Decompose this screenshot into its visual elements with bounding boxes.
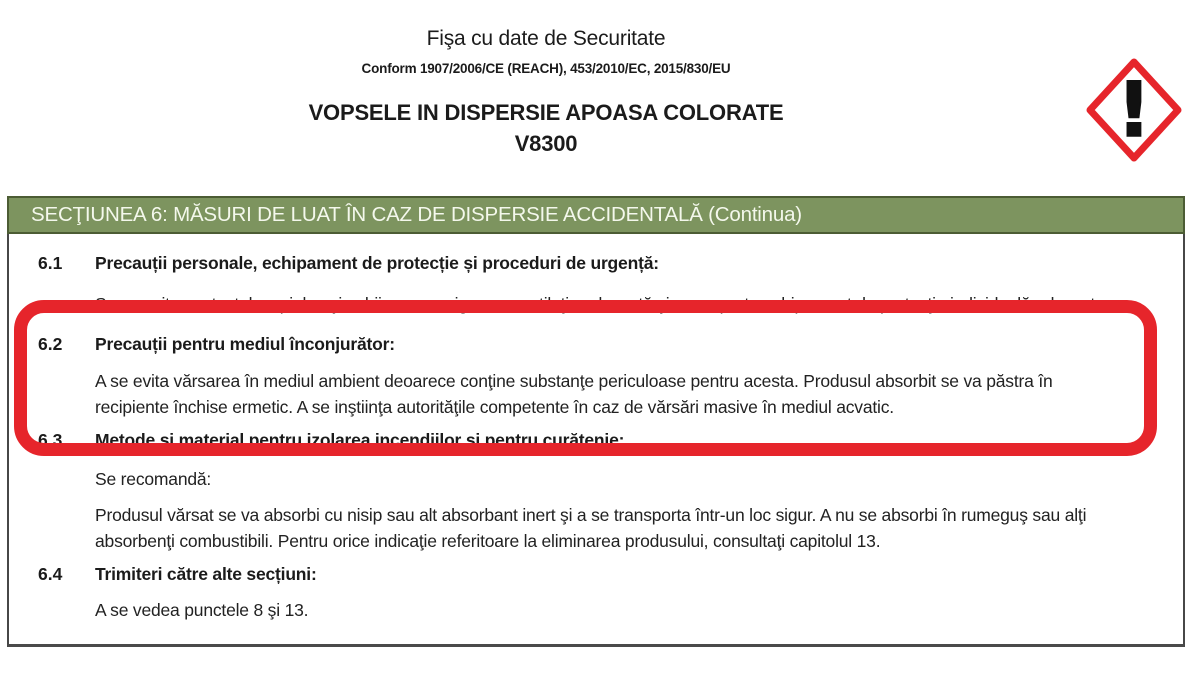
section-6-1-heading: Precauții personale, echipament de protecție și proceduri de urgență: <box>95 253 659 273</box>
section-6-4-number: 6.4 <box>38 564 63 584</box>
section-6-3-paragraph-line: Produsul vărsat se va absorbi cu nisip sau alt absorbant inert şi a se transporta într-un loc sigur. A nu se absorbi în rumeguş sau alţi <box>95 505 1087 525</box>
section-6-1-obscured-line: Se va evita contactul cu pielea şi ochii, se va asigura o ventilaţie adecvată şi se va purta echipament de protecţie individuală adecvat <box>95 294 1095 314</box>
section-6-2-paragraph-line: recipiente închise ermetic. A se inştiinţa autorităţile competente în caz de vărsări masive în mediul acvatic. <box>95 397 894 417</box>
section-6-3-number: 6.3 <box>38 430 63 450</box>
product-title: VOPSELE IN DISPERSIE APOASA COLORATE <box>308 100 784 125</box>
section-6-4-paragraph-line: A se vedea punctele 8 şi 13. <box>95 600 309 620</box>
section-6-2-paragraph-line: A se evita vărsarea în mediul ambient deoarece conţine substanţe periculoase pentru acesta. Produsul absorbit se va păstra în <box>95 371 1053 391</box>
hazard-diamond-icon <box>1086 58 1182 162</box>
section-6-2-heading: Precauții pentru mediul înconjurător: <box>95 334 395 354</box>
document-title: Fişa cu date de Securitate <box>426 27 666 50</box>
ghs07-exclamation-icon <box>1086 58 1182 162</box>
section-header-label: SECŢIUNEA 6: MĂSURI DE LUAT ÎN CAZ DE DISPERSIE ACCIDENTALĂ (Continua) <box>31 203 802 226</box>
section-6-4-heading: Trimiteri către alte secțiuni: <box>95 564 317 584</box>
section-6-3-heading: Metode şi material pentru izolarea incendiilor şi pentru curăţenie: <box>95 430 625 450</box>
product-code: V8300 <box>514 131 578 156</box>
section-header-bar <box>7 196 1185 234</box>
exclamation-glyph: ! <box>1116 65 1152 154</box>
section-6-2-number: 6.2 <box>38 334 63 354</box>
document-subtitle: Conform 1907/2006/CE (REACH), 453/2010/EC, 2015/830/EU <box>361 61 731 76</box>
section-6-3-intro-line: Se recomandă: <box>95 469 212 489</box>
section-6-1-number: 6.1 <box>38 253 63 273</box>
section-6-3-paragraph-line: absorbenţi combustibili. Pentru orice indicaţie referitoare la eliminarea produsului, consultaţi capitolul 13. <box>95 531 881 551</box>
